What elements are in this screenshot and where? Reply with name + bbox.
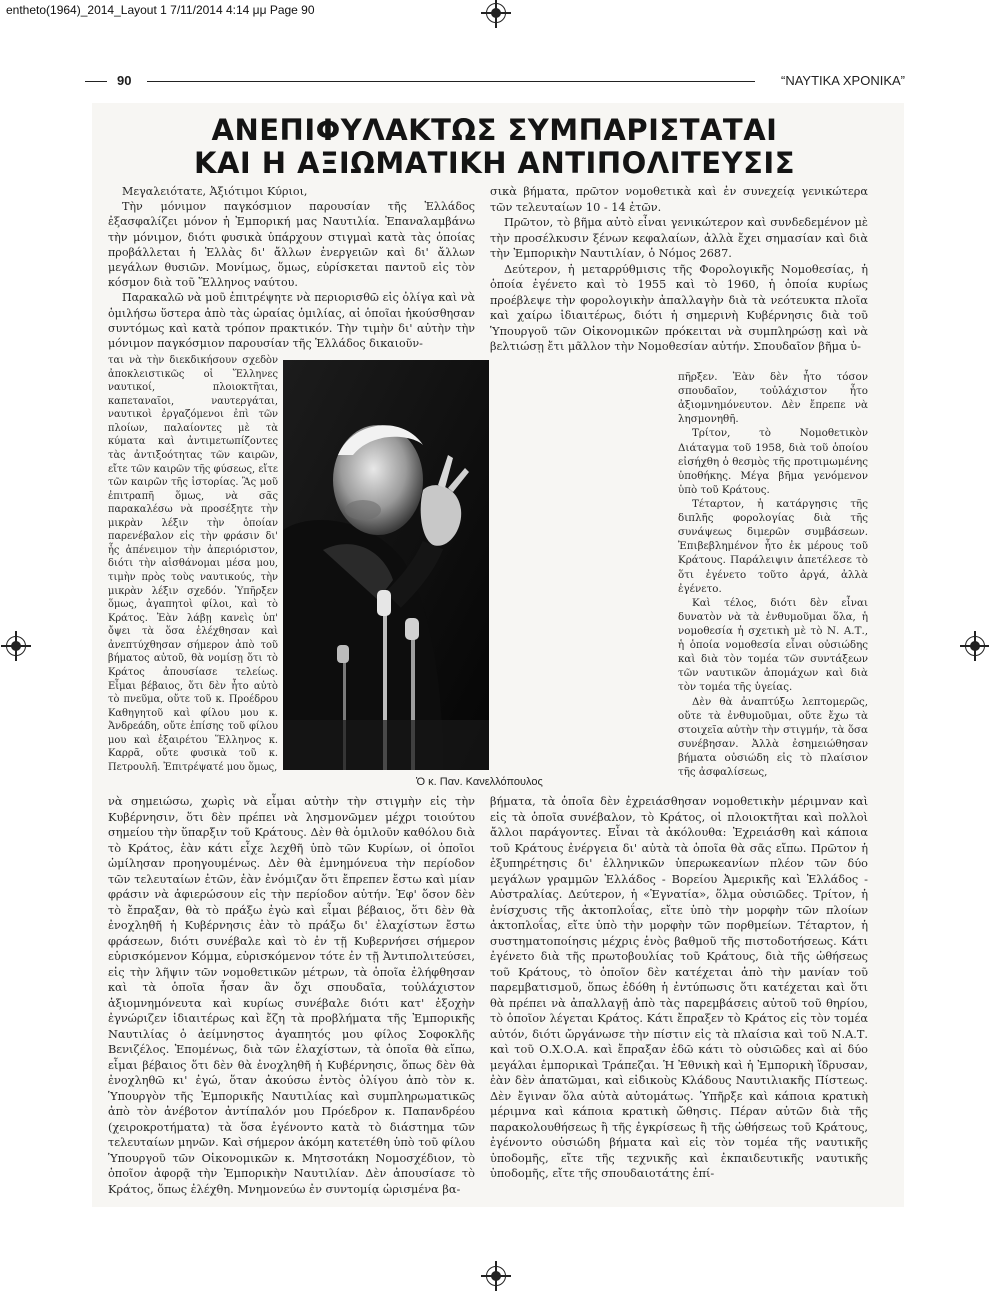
page-header [85,72,905,92]
header-rule [147,81,755,82]
header-rule-left [85,81,107,82]
paragraph: Τρίτον, τὸ Νομοθετικὸν Διάταγμα τοῦ 1958, διὰ τοῦ ὁποίου εἰσήχθη ὁ θεσμὸς τῆς προτιμωμένης ὑποθήκης. Μέγα βῆμα γενόμενον ὑπὸ τοῦ Κράτους. [678,427,868,496]
page-number: 90 [117,73,132,88]
right-column-top [490,184,868,355]
paragraph: βήματα, τὰ ὁποῖα δὲν ἐχρειάσθησαν νομοθετικὴν μέριμναν καὶ εἰς τὰ ὁποῖα συνέβαλον, τὸ Κράτος, οἱ πλοιοκτῆται καὶ πολλοὶ ἄλλοι παράγοντες. Εἶναι τὰ ἀκόλουθα: Ἐχρειάσθη καὶ κάποια τοῦ Κράτους ἐνέργεια δι' αὐτὰ τὰ ὁποῖα θὰ σᾶς εἴπω. Πρῶτον ἡ ἐξυπηρέτησις δι' ἑλληνικῶν ὑπερωκεανίων πλέον τῶν δύο μεγάλων γραμμῶν Ἑλλάδος - Βορείου Ἀμερικῆς καὶ Ἑλλάδος - Αὐστραλίας. Δεύτερον, ἡ «Ἐγνατία», ὅλμα οὐσιῶδες. Τρίτον, ἡ ἐνίσχυσις τῆς ἀκτοπλοΐας, εἴτε ὑπὸ τὴν μορφὴν τῶν πλοίων ἀκτοπλοΐας, εἴτε ὑπὸ τὴν μορφὴν τῶν πορθμείων. Τέταρτον, ἡ συστηματοποίησις μέχρις ἑνὸς βαθμοῦ τῆς πιστοδοτήσεως. Κάτι ἐγένετο διὰ τῆς πρωτοβουλίας τοῦ Κράτους, διὰ τῆς ὠθήσεως τοῦ Κράτους, τὸ ὁποῖον δὲν κατέχεται ἀπὸ τὴν μανίαν τοῦ παρεμβατισμοῦ, ὅπως ἐδόθη ἡ ἐντύπωσις ὅτι κατέχεται καὶ ὅτι θὰ πρέπει νὰ ἀπαλλαγῇ ἀπὸ τὰς παρεμβάσεις αὐτοῦ τοῦ θηρίου, τὸ ὁποῖον λέγεται Κράτος. Κάτι ἔπραξεν τὸ Κράτος εἰς τὸν τομέα αὐτόν, διότι ὤργάνωσε τὴν πίστιν εἰς τὰ πλαίσια καὶ τοῦ Ν.Α.Τ. καὶ τοῦ Ο.Χ.Ο.Α. καὶ ἔπραξαν ἐδῶ κάτι τὸ οὐσιῶδες καὶ αἱ δύο μεγάλαι ἐμπορικαὶ Τράπεζαι. Ἡ Ἐθνικὴ καὶ ἡ Ἐμπορικὴ ἵδρυσαν, ἐὰν δὲν ἀπατῶμαι, καὶ εἰδικοὺς Κλάδους Ναυτιλιακῆς Πίστεως. Δὲν ἔγιναν ὅλα αὐτὰ αὐτομάτως. Ὑπῆρξε καὶ κάποια κρατικὴ μέριμνα καὶ κάποια κρατικὴ ὤθησις. Πέραν αὐτῶν διὰ τῆς παρακολουθήσεως ἢ τῆς ἐγκρίσεως ἢ τῆς ὠθήσεως τοῦ Κράτους, ἐγένοντο οὐσιώδη βήματα καὶ εἰς τὸν τομέα τῆς ναυτικῆς ὑποδομῆς, εἴτε τῆς τεχνικῆς καὶ ἐκπαιδευτικῆς ναυτικῆς ὑποδομῆς, εἴτε τῆς σπουδαιοτάτης ἐπί- [490,795,868,1180]
speaker-photo [283,360,489,770]
paragraph: Δεύτερον, ἡ μεταρρύθμισις τῆς Φορολογικῆς Νομοθεσίας, ἡ ὁποία ἐγένετο καὶ τὸ 1955 καὶ τὸ 1960, ἡ ὁποία κυρίως προέβλεψε τὴν φορολογικὴν ἀπαλλαγὴν διὰ τὰ νεότευκτα πλοῖα καὶ χαίρω ἰδιαιτέρως, διότι ἡ σημερινὴ Κυβέρνησις διὰ τοῦ Ὑπουργοῦ τῶν Οἰκονομικῶν πρόκειται νὰ συμπληρώσῃ καὶ νὰ βελτιώσῃ ἔτι μᾶλλον τὴν Νομοθεσίαν αὐτήν. Σπουδαῖον βῆμα ὑ- [490,262,868,353]
registration-mark-left [6,636,26,656]
paragraph: Παρακαλῶ νὰ μοῦ ἐπιτρέψητε νὰ περιορισθῶ εἰς ὀλίγα καὶ νὰ ὁμιλήσω ὕστερα ἀπὸ τὰς ὡραίας ὁμιλίας, αἱ ὁποῖαι ἠκούσθησαν συντόμως καὶ κατὰ τρόπον πρακτικόν. Τὴν τιμὴν δι' αὐτὴν τὴν μόνιμον παγκόσμιον παρουσίαν τῆς Ἑλλάδος δικαιοῦν- [108,291,475,351]
speaker-photo-image [283,360,489,770]
paragraph: Τὴν μόνιμον παγκόσμιον παρουσίαν τῆς Ἑλλάδος ἐξασφαλίζει μόνον ἡ Ἐμπορική μας Ναυτιλία. Ἐπαναλαμβάνω τὴν μόνιμον, διότι φυσικὰ ὑπάρχουν στιγμαὶ κατὰ τὰς ὁποίας προβάλλεται ἡ Ἑλλὰς δι' ἄλλων ἐνεργειῶν καὶ δι' ἄλλων μεγάλων θυσιῶν. Μονίμως, ὅμως, εὑρίσκεται παντοῦ εἰς τὸν κόσμον διὰ τοῦ Ἕλληνος ναύτου. [108,200,475,290]
paragraph: Δὲν θὰ ἀναπτύξω λεπτομερῶς, οὔτε τὰ ἐνθυμοῦμαι, οὔτε ἔχω τὰ στοιχεῖα αὐτὴν τὴν στιγμήν, τὰ ὅσα συνέβησαν. Ἀλλὰ ἐσημειώθησαν βήματα οὐσιώδη εἰς τὸ πλαίσιον τῆς ἀσφαλίσεως, [678,695,868,779]
registration-mark-bottom [486,1266,506,1286]
registration-mark-top [486,3,506,23]
registration-mark-right [965,636,985,656]
salutation: Μεγαλειότατε, Ἀξιότιμοι Κύριοι, [122,185,308,198]
paragraph: Πρῶτον, τὸ βῆμα αὐτὸ εἶναι γενικώτερον καὶ συνδεδεμένον μὲ τὴν προσέλκυσιν ξένων κεφαλαίων, ἀλλὰ ἔχει σημασίαν καὶ διὰ τὴν Ἐμπορικὴν Ναυτιλίαν, ὁ Νόμος 2687. [490,216,868,260]
left-column-bottom [108,794,475,1197]
paragraph: ται νὰ τὴν διεκδικήσουν σχεδὸν ἀποκλειστικῶς οἱ Ἕλληνες ναυτικοί, πλοιοκτῆται, καπεταναῖοι, ναυτεργάται, ναυτικοὶ ἐργαζόμενοι ἐπὶ τῶν πλοίων, παλαίοντες μὲ τὰ κύματα καὶ ἀντιμετωπίζοντες τὰς ἀντιξοότητας τῶν καιρῶν, εἴτε τῶν καιρῶν τῆς φύσεως, εἴτε τῶν καιρῶν τῆς ἱστορίας. Ἂς μοῦ ἐπιτραπῆ ὅμως, νὰ σᾶς παρακαλέσω νὰ προσέξητε τὴν μικρὰν λέξιν τὴν ὁποίαν παρενέβαλον εἰς τὴν φράσιν δι' ἧς ἀπένειμον τὴν ἀπεριόριστον, διότι τὴν αἰσθάνομαι μέσα μου, τιμὴν πρὸς τοὺς ναυτικούς, τὴν μικρὰν λέξιν σχεδόν. Ὑπῆρξεν ὅμως, ἀγαπητοὶ φίλοι, καὶ τὸ Κράτος. Ἐὰν λάβῃ κανεὶς ὑπ' ὄψει τὰ ὅσα ἐλέχθησαν καὶ ἀνεπτύχθησαν σήμερον ἀπὸ τοῦ βήματος αὐτοῦ, θὰ νομίσῃ ὅτι τὸ Κράτος ἀπουσίασε τελείως. Εἶμαι βέβαιος, ὅτι δὲν ἦτο αὐτὸ τὸ πνεῦμα, οὔτε τοῦ κ. Προέδρου Καθηγητοῦ καὶ φίλου μου κ. Ἀνδρεάδη, οὔτε ἐπίσης τοῦ φίλου μου καὶ ἐξαιρέτου Ἕλληνος κ. Καρρᾶ, οὔτε φυσικὰ τοῦ κ. Πετρουλῆ. Ἐπιτρέψατέ μου ὅμως, [108,355,278,773]
left-column-narrow [108,354,278,774]
print-slug: entheto(1964)_2014_Layout 1 7/11/2014 4:14 μμ Page 90 [6,3,315,17]
paragraph: σικὰ βήματα, πρῶτον νομοθετικὰ καὶ ἐν συνεχείᾳ γενικώτερα τῶν τελευταίων 10 - 14 ἐτῶν. [490,185,868,214]
right-column-bottom [490,794,868,1182]
left-column-top [108,184,475,351]
paragraph: Τέταρτον, ἡ κατάργησις τῆς διπλῆς φορολογίας διὰ τῆς συνάψεως διμερῶν συμβάσεων. Ἐπιβεβλημένον ἦτο ἐκ μέρους τοῦ Κράτους. Παράλειψιν ἀπετέλεσε τὸ ὅτι ἐγένετο τοῦτο ἀργά, ἀλλὰ ἐγένετο. [678,497,868,595]
paragraph: πῆρξεν. Ἐὰν δὲν ἦτο τόσον σπουδαῖον, τοὐλάχιστον ἦτο ἀξιομνημόνευτον. Δὲν ἔπρεπε νὰ λησμονηθῆ. [678,371,868,426]
article-title-line1: ΑΝΕΠΙΦΥΛΑΚΤΩΣ ΣΥΜΠΑΡΙΣΤΑΤΑΙ [211,113,778,147]
magazine-title: “ΝΑΥΤΙΚΑ ΧΡΟΝΙΚΑ” [780,73,905,88]
paragraph: Καὶ τέλος, διότι δὲν εἶναι δυνατὸν νὰ τὰ ἐνθυμοῦμαι ὅλα, ἡ νομοθεσία ἡ σχετικὴ μὲ τὸ Ν. Α.Τ., ἡ ὁποία νομοθεσία εἶναι οὐσιώδης καὶ διὰ τὸν τομέα τῶν συντάξεων τῶν ναυτικῶν ἀπομάχων καὶ διὰ τὸν τομέα τῆς ὑγείας. [678,596,868,694]
photo-caption: Ὁ κ. Παν. Κανελλόπουλος [416,776,543,788]
article-title-line2: ΚΑΙ Η ΑΞΙΩΜΑΤΙΚΗ ΑΝΤΙΠΟΛΙΤΕΥΣΙΣ [193,146,796,180]
paragraph: νὰ σημειώσω, χωρὶς νὰ εἶμαι αὐτὴν τὴν στιγμὴν εἰς τὴν Κυβέρνησιν, ὅτι δὲν πρέπει νὰ λησμονῶμεν μέχρι τοιούτου σημείου τὴν ὕπαρξιν τοῦ Κράτους. Δὲν θὰ ὁμιλοῦν καθόλου διὰ τὸ Κράτος, ἐὰν κάτι εἶχε λεχθῆ ὑπὸ τῶν Κυρίων, οἱ ὁποῖοι ὡμίλησαν προηγουμένως. Δὲν θὰ ἐμνημόνευα τὴν περίοδον τῶν τελευταίων ἐτῶν, ἐὰν ἐνόμιζαν ὅτι ἔπρεπεν ἔστω καὶ μίαν φράσιν νὰ ἀφιερώσουν εἰς τὴν περίοδον αὐτήν. Ἐφ' ὅσον δὲν τὸ ἔπραξαν, θὰ τὸ πράξω ἐγὼ καὶ εἶμαι βέβαιος, ὅτι δὲν θὰ ἐνοχληθῆ ἡ Κυβέρνησις ἐὰν τὸ πράξω δι' ἐλαχίστων ἔστω φράσεων, διότι συνέβαλε καὶ τὸ ἐν τῇ Κυβερνήσει σήμερον εὑρισκόμενον Κόμμα, εὑρισκόμενον τότε ἐν τῇ Ἀντιπολιτεύσει, εἰς τὴν λῆψιν τῶν νομοθετικῶν μέτρων, τὰ ὁποῖα ἐλήφθησαν καὶ τὰ ὁποῖα ἦσαν ἂν ὄχι σπουδαῖα, τοὐλάχιστον ἀξιομνημόνευτα καὶ κυρίως συνέβαλε διότι κατ' ἐξοχὴν ἐγνώριζεν ἰδιαιτέρως καὶ ἔζη τὰ προβλήματα τῆς Ἐμπορικῆς Ναυτιλίας ὁ ἀείμνηστος ἀγαπητός μου φίλος Σοφοκλῆς Βενιζέλος. Ἑπομένως, διὰ τῶν ἐλαχίστων, τὰ ὁποῖα θὰ εἴπω, εἶμαι βέβαιος ὅτι δὲν θὰ ἐνοχληθῆ ἡ Κυβέρνησις, ὅπως δὲν θὰ ἐνοχληθῶ κι' ἐγώ, ὅταν ἀκούσω ἐντὸς ὀλίγου ἀπὸ τὸν κ. Ὑπουργὸν τῆς Ἐμπορικῆς Ναυτιλίας καὶ συμπληρωματικῶς ἀπὸ τὸν ἀνέβοτον ἀντίπαλόν μου Πρόεδρον κ. Παπανδρέου (χειροκροτήματα) τὰ ὅσα ἐγένοντο κατὰ τὸ διάστημα τῶν τελευταίων μηνῶν. Καὶ σήμερον ἀκόμη κατετέθη ὑπὸ τοῦ φίλου Ὑπουργοῦ τῶν Οἰκονομικῶν κ. Μητσοτάκη Νομοσχέδιον, τὸ ὁποῖον ἀφορᾷ τὴν Ἐμπορικὴν Ναυτιλίαν. Δὲν ἀπουσίασε τὸ Κράτος, ὅπως ἐλέχθη. Μνημονεύω ἐν συντομίᾳ ὡρισμένα βα- [108,795,475,1196]
right-column-narrow [678,370,868,779]
